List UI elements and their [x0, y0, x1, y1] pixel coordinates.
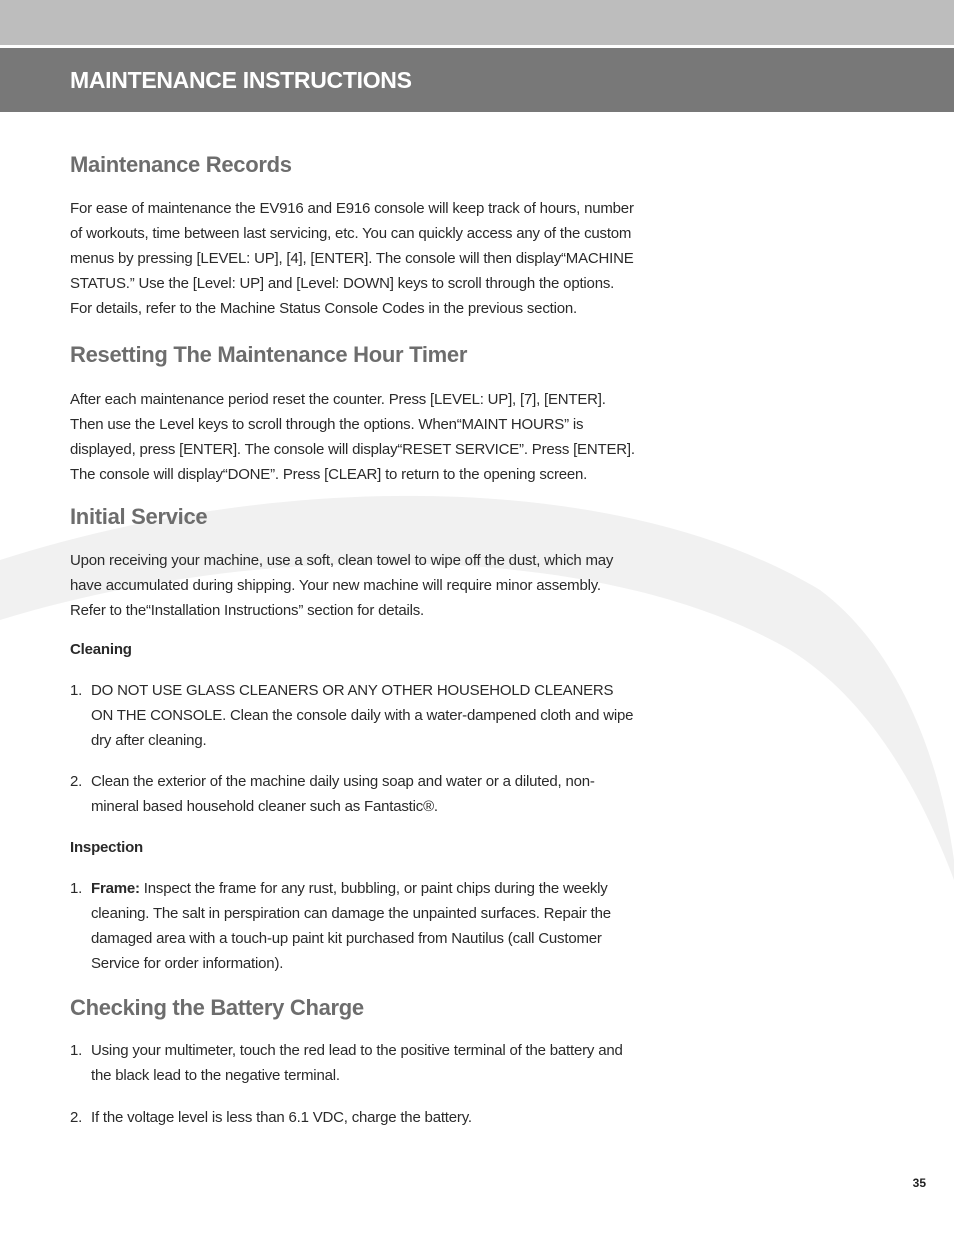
list-item-number: 1. — [70, 880, 83, 897]
battery-heading: Checking the Battery Charge — [70, 995, 364, 1020]
list-item-number: 1. — [70, 1042, 83, 1059]
cleaning-subheading: Cleaning — [70, 641, 132, 658]
list-item — [70, 1105, 635, 1130]
inspection-list — [70, 876, 635, 976]
list-item-number: 1. — [70, 682, 83, 699]
inspection-subheading: Inspection — [70, 839, 144, 856]
page-number: 35 — [912, 1176, 926, 1190]
list-item — [70, 769, 635, 819]
list-item — [70, 678, 635, 753]
initial-service-body: Upon receiving your machine, use a soft, clean towel to wipe off the dust, which may have accumulated during shipping. Your new machine will require minor assembly. Refer to the“Installation Instructions” section for details. — [70, 552, 614, 619]
list-item-text: DO NOT USE GLASS CLEANERS OR ANY OTHER HOUSEHOLD CLEANERS ON THE CONSOLE. Clean the console daily with a water-dampened cloth and wipe dry after cleaning. — [91, 682, 634, 749]
page-header-title: MAINTENANCE INSTRUCTIONS — [70, 67, 412, 93]
list-item-text: Using your multimeter, touch the red lead to the positive terminal of the battery and the black lead to the negative terminal. — [91, 1042, 623, 1084]
list-item-text: If the voltage level is less than 6.1 VDC, charge the battery. — [91, 1109, 472, 1126]
reset-timer-heading: Resetting The Maintenance Hour Timer — [70, 342, 468, 367]
list-item-number: 2. — [70, 773, 83, 790]
list-item-label: Frame: — [91, 880, 140, 897]
maintenance-records-body: For ease of maintenance the EV916 and E916 console will keep track of hours, number of workouts, time between last servicing, etc. You can quickly access any of the custom menus by pressing [LEVEL: UP], [4], [ENTER]. The console will then display“MACHINE STATUS.” Use the [Level: UP] and [Level: DOWN] keys to scroll through the options. For details, refer to the Machine Status Console Codes in the previous section. — [70, 200, 634, 317]
top-strip — [0, 0, 954, 45]
main-content — [70, 150, 635, 1130]
battery-list — [70, 1038, 635, 1130]
list-item — [70, 1038, 635, 1088]
list-item-text: Clean the exterior of the machine daily using soap and water or a diluted, non-mineral based household cleaner such as Fantastic®. — [91, 773, 595, 815]
list-item-text: Inspect the frame for any rust, bubbling, or paint chips during the weekly cleaning. The salt in perspiration can damage the unpainted surfaces. Repair the damaged area with a touch-up paint kit purchased from Nautilus (call Customer Service for order information). — [91, 880, 611, 972]
list-item — [70, 876, 635, 976]
initial-service-heading: Initial Service — [70, 504, 208, 529]
list-item-number: 2. — [70, 1109, 83, 1126]
header-bar — [0, 48, 954, 112]
reset-timer-body: After each maintenance period reset the counter. Press [LEVEL: UP], [7], [ENTER]. Then use the Level keys to scroll through the options. When“MAINT HOURS” is displayed, press [ENTER]. The console will display“RESET SERVICE”. Press [ENTER]. The console will display“DONE”. Press [CLEAR] to return to the opening screen. — [70, 391, 635, 483]
maintenance-records-heading: Maintenance Records — [70, 152, 292, 177]
cleaning-list — [70, 678, 635, 819]
